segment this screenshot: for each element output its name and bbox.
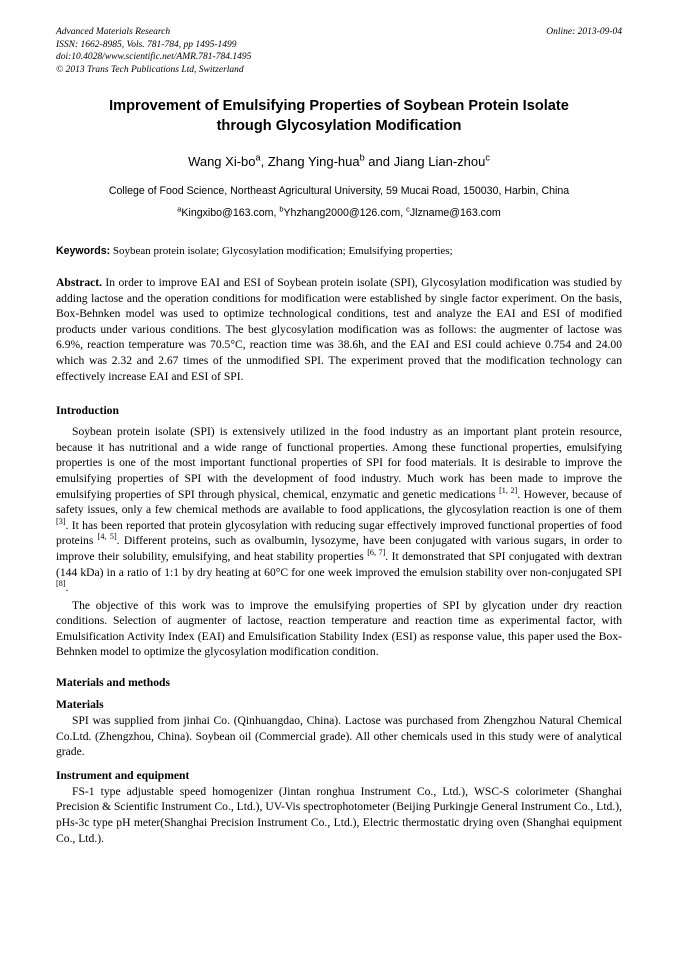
section-heading-introduction: Introduction xyxy=(56,404,119,418)
intro-p1-part-d: . Different proteins, such as ovalbumin, lysozyme, have been conjugated with various sugars, in order to improve their solubility, emulsifying, and heat stability properties xyxy=(56,534,623,563)
intro-p1-part-f: . xyxy=(65,581,69,595)
email-2: Yhzhang2000@126.com, xyxy=(283,207,407,219)
author-list xyxy=(56,154,622,169)
subsection-heading-materials: Materials xyxy=(56,698,104,712)
journal-copyright: © 2013 Trans Tech Publications Ltd, Switzerland xyxy=(56,64,244,75)
intro-p1-part-b: . However, because of safety issues, only a few chemical methods are available to food applications, the glycosylation reaction is one of them xyxy=(56,487,622,517)
author-emails xyxy=(56,205,622,222)
citation-8: [8] xyxy=(56,579,66,589)
email-1-marker: a xyxy=(177,204,182,214)
journal-header xyxy=(56,26,622,76)
keywords-label: Keywords: xyxy=(56,245,111,257)
intro-paragraph-1 xyxy=(56,424,622,596)
email-1: Kingxibo@163.com, xyxy=(181,207,280,219)
intro-paragraph-2: The objective of this work was to improve the emulsifying properties of SPI by glycation under dry reaction conditions. Selection of augmenter of lactose, reaction temperature and reaction time as experimental factor, with Emulsification Activity Index (EAI) and Emulsification Stability Index (ESI) as response value, this paper used the Box-Behnken model to optimize the glycosylation modification condition. xyxy=(56,598,622,659)
online-date: Online: 2013-09-04 xyxy=(546,27,622,37)
author-1-affil-marker: a xyxy=(255,152,261,163)
abstract-label: Abstract. xyxy=(56,276,103,289)
abstract-block xyxy=(56,275,622,384)
author-2-name: Zhang Ying-hua xyxy=(267,154,360,169)
email-3-marker: c xyxy=(406,204,410,214)
journal-name: Advanced Materials Research xyxy=(56,27,171,37)
citation-4-5: [4, 5] xyxy=(97,532,117,542)
citation-1-2: [1, 2] xyxy=(499,485,518,495)
journal-issn: ISSN: 1662-8985, Vols. 781-784, pp 1495-1499 xyxy=(56,39,237,50)
author-1-name: Wang Xi-bo xyxy=(188,154,256,169)
keywords-block xyxy=(56,244,622,259)
affiliation: College of Food Science, Northeast Agricultural University, 59 Mucai Road, 150030, Harbin, China xyxy=(108,185,570,197)
abstract-text: In order to improve EAI and ESI of Soybean protein isolate (SPI), Glycosylation modification was studied by adding lactose and the operation conditions for modification were established by single factor experiment. On the basis, Box-Behnken model was used to optimize technological conditions, test and analyze the EAI and ESI of modified products under various conditions. The best glycosylation modification was as follows: the augmenter of lactose was 6.9%, reaction temperature was 70.5°C, reaction time was 38.6h, and the EAI and ESI could achieve 0.754 and 24.00 which was 2.32 and 2.67 times of the unmodified SPI. The experiment proved that the modification technology can effectively increase EAI and ESI of SPI. xyxy=(56,276,622,383)
journal-doi: doi:10.4028/www.scientific.net/AMR.781-784.1495 xyxy=(56,52,252,62)
email-2-marker: b xyxy=(279,204,284,214)
keywords-text: Soybean protein isolate; Glycosylation modification; Emulsifying properties; xyxy=(110,245,453,257)
section-heading-materials-and-methods: Materials and methods xyxy=(56,676,171,690)
intro-p1-part-e: . It demonstrated that SPI conjugated with dextran (144 kDa) in a ratio of 1:1 by dry heating at 60°C for one week improved the emulsion stability over non-conjugated SPI xyxy=(56,549,622,579)
intro-p1-part-c: . It has been reported that protein glycosylation with reducing sugar effectively improved functional properties of food proteins xyxy=(56,518,622,548)
instrument-paragraph: FS-1 type adjustable speed homogenizer (Jintan ronghua Instrument Co., Ltd.), WSC-S colorimeter (Shanghai Precision & Scientific Instrument Co., Ltd.), UV-Vis spectrophotometer (Beijing Purkingje General Instrument Co., Ltd.), pHs-3c type pH meter(Shanghai Precision Instrument Co., Ltd.), Electric thermostatic drying oven (Shanghai equipment Co., Ltd.). xyxy=(56,784,622,845)
citation-6-7: [6, 7] xyxy=(367,548,386,558)
author-3-name: Jiang Lian-zhou xyxy=(393,154,486,169)
page-title: Improvement of Emulsifying Properties of Soybean Protein Isolate through Glycosylation Modification xyxy=(109,98,569,134)
materials-paragraph: SPI was supplied from jinhai Co. (Qinhuangdao, China). Lactose was purchased from Zhengzhou Natural Chemical Co.Ltd. (Zhengzhou, China). Soybean oil (Commercial grade). All other chemicals used in this study were of analytical grade. xyxy=(56,714,622,759)
author-separator-1: , xyxy=(260,154,268,169)
author-2-affil-marker: b xyxy=(359,152,365,163)
author-3-affil-marker: c xyxy=(485,152,490,163)
author-separator-2: and xyxy=(364,154,394,169)
subsection-heading-instrument-and-equipment: Instrument and equipment xyxy=(56,768,190,782)
email-3: Jlzname@163.com xyxy=(409,207,501,219)
citation-3: [3] xyxy=(56,516,66,526)
intro-p1-part-a: Soybean protein isolate (SPI) is extensively utilized in the food industry as an important plant protein resource, because it has nutritional and a wide range of functional properties. Among these functional properties, emulsifying properties is one of the most important functional properties of SPI for food materials. It is desirable to improve the emulsifying properties of SPI with the development of food industry. Much work has been made to improve the emulsifying properties of SPI through physical, chemical, enzymatic and genetic medications xyxy=(56,425,622,501)
